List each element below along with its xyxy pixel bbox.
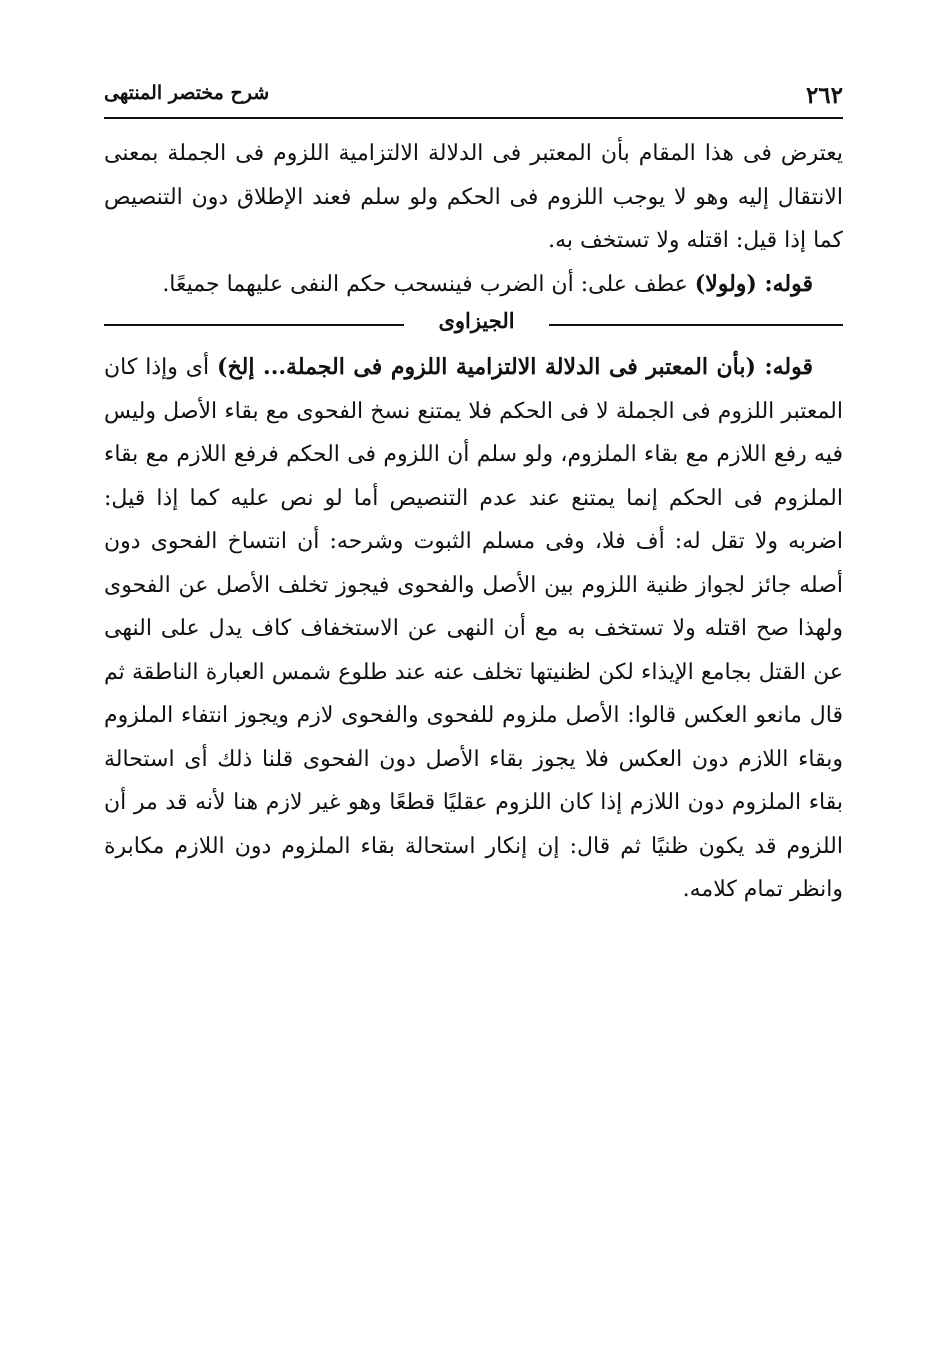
main-paragraph: يعترض فى هذا المقام بأن المعتبر فى الدلالة الالتزامية اللزوم فى الجملة بمعنى الانتقال إليه وهو لا يوجب اللزوم فى الحكم ولو سلم فعند الإطلاق دون التنصيص كما إذا قيل: اقتله ولا تستخف به.	[104, 141, 843, 253]
gloss-keyword: قوله: (ولولا)	[694, 270, 813, 297]
divider-line-left	[104, 324, 404, 326]
page-header	[104, 76, 843, 114]
commentary-keyword: قوله: (بأن المعتبر فى الدلالة الالتزامية اللزوم فى الجملة... إلخ)	[217, 354, 813, 380]
commentary-paragraph	[104, 346, 843, 912]
page-number: ٢٦٢	[805, 82, 843, 109]
header-rule	[104, 117, 843, 119]
gloss-text: عطف على: أن الضرب فينسحب حكم النفى عليهما جميعًا.	[162, 271, 695, 297]
commentary-text	[104, 346, 843, 912]
commentator-name: الجيزاوى	[438, 308, 515, 333]
commentary-body: أى وإذا كان المعتبر اللزوم فى الجملة لا فى الحكم فلا يمتنع نسخ الفحوى مع بقاء الأصل وليس فيه رفع اللازم مع بقاء الملزوم، ولو سلم أن اللزوم فى الحكم فرفع اللازم مع بقاء الملزوم فى الحكم إنما يمتنع عند عدم التنصيص أما لو نص عليه كما إذا قيل: اضربه ولا تقل له: أف فلا، وفى مسلم الثبوت وشرحه: أن انتساخ الفحوى دون أصله جائز لجواز ظنية اللزوم بين الأصل والفحوى فيجوز تخلف الأصل عن الفحوى ولهذا صح اقتله ولا تستخف به مع أن النهى عن الاستخفاف كاف يدل على النهى عن القتل بجامع الإيذاء لكن لظنيتها تخلف عنه عند طلوع شمس العبارة الناطقة ثم قال مانعو العكس قالوا: الأصل ملزوم للفحوى والفحوى لازم ويجوز انتفاء الملزوم وبقاء اللازم دون العكس فلا يجوز بقاء الأصل دون الفحوى قلنا ذلك أى استحالة بقاء الملزوم دون اللازم إذا كان اللزوم عقليًا قطعًا وهو غير لازم هنا لأنه قد مر أن اللزوم قد يكون ظنيًا ثم قال: إن إنكار استحالة بقاء الملزوم دون اللازم مكابرة وانظر تمام كلامه.	[104, 355, 843, 902]
gloss-paragraph	[104, 263, 813, 307]
running-title: شرح مختصر المنتهى	[104, 82, 270, 104]
section-divider	[104, 310, 843, 340]
main-text	[104, 132, 843, 306]
divider-line-right	[549, 324, 843, 326]
